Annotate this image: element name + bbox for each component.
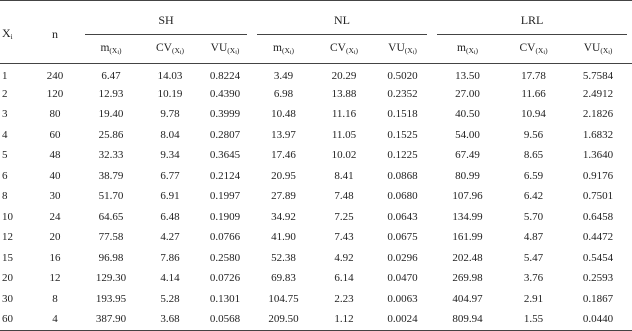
table-cell: 14.03 — [157, 69, 183, 82]
table-cell: 30 — [2, 292, 13, 305]
table-cell: 9.56 — [523, 128, 544, 141]
table-cell: 2 — [2, 87, 8, 100]
table-cell: 10.02 — [331, 149, 357, 162]
table-cell: 8 — [2, 190, 8, 203]
table-cell: 0.1997 — [209, 190, 241, 203]
table-cell: 2.91 — [523, 292, 544, 305]
table-cell: 32.33 — [98, 149, 124, 162]
table-cell: 0.1301 — [209, 292, 241, 305]
table-cell: 0.1225 — [387, 149, 418, 162]
table-cell: 0.1518 — [387, 108, 418, 121]
table-cell: 40 — [49, 169, 61, 182]
table-cell: 64.65 — [98, 210, 124, 223]
table-cell: 120 — [46, 87, 64, 100]
xi-header: $X_i$ — [0, 1, 30, 64]
table-cell: 13.88 — [331, 87, 357, 100]
table-cell: 24 — [49, 210, 61, 223]
table-row — [0, 105, 632, 126]
table-cell: 6.42 — [523, 190, 544, 203]
table-cell: 4.27 — [160, 231, 180, 244]
table-cell: 9.78 — [160, 108, 180, 121]
table-cell: 0.4390 — [209, 87, 241, 100]
table-cell: 54.00 — [455, 128, 480, 141]
table-cell: 20 — [2, 272, 13, 285]
table-cell: 0.2352 — [387, 87, 418, 100]
table-cell: 38.79 — [98, 169, 124, 182]
table-cell: 12.93 — [98, 87, 124, 100]
table-cell: 11.16 — [331, 108, 357, 121]
table-cell: 0.0440 — [564, 310, 632, 331]
table-cell: 2.4912 — [582, 87, 614, 100]
table-cell: 3.76 — [523, 272, 544, 285]
table-cell: 0.1867 — [582, 292, 614, 305]
table-cell: 6.98 — [273, 87, 294, 100]
table-cell: 129.30 — [95, 272, 127, 285]
table-cell: 12 — [2, 231, 13, 244]
table-cell: 10.94 — [521, 108, 546, 121]
table-row — [0, 64, 632, 85]
table-cell: 41.90 — [271, 231, 296, 244]
table-cell: 240 — [46, 69, 64, 82]
table-cell: 6.48 — [160, 210, 180, 223]
table-cell: 17.46 — [271, 149, 296, 162]
table-cell: 0.2580 — [209, 251, 241, 264]
table-row — [0, 187, 632, 208]
col-header-cv: $CV_{(X_i)}$ — [315, 35, 373, 64]
table-cell: 7.25 — [334, 210, 354, 223]
table-cell: 0.4472 — [582, 231, 614, 244]
table-cell: 0.5454 — [582, 251, 614, 264]
table-cell: 0.8224 — [209, 69, 241, 82]
table-cell: 7.86 — [160, 251, 180, 264]
col-header-cv: $CV_{(X_i)}$ — [503, 35, 564, 64]
table-cell: 2.1826 — [582, 108, 614, 121]
table-cell: 6.47 — [101, 69, 121, 82]
table-cell: 0.0024 — [373, 310, 432, 331]
table-cell: 387.90 — [80, 310, 142, 331]
table-cell: 0.0568 — [198, 310, 252, 331]
table-cell: 48 — [49, 149, 61, 162]
table-cell: 10.48 — [271, 108, 296, 121]
table-cell: 0.0726 — [209, 272, 241, 285]
table-cell: 134.99 — [452, 210, 483, 223]
table-cell: 8 — [52, 292, 58, 305]
table-cell: 1.6832 — [582, 128, 614, 141]
table-cell: 6.59 — [523, 169, 544, 182]
table-cell: 161.99 — [452, 231, 483, 244]
table-cell: 202.48 — [452, 251, 483, 264]
table-cell: 6.91 — [160, 190, 180, 203]
table-cell: 0.0296 — [387, 251, 418, 264]
table-cell: 193.95 — [95, 292, 127, 305]
table-cell: 3.68 — [142, 310, 198, 331]
table-cell: 404.97 — [452, 292, 483, 305]
n-header: n — [30, 1, 80, 64]
table-cell: 0.3999 — [209, 108, 241, 121]
table-cell: 27.00 — [455, 87, 480, 100]
group-header-lrl: LRL — [432, 1, 632, 36]
table-row — [0, 84, 632, 105]
table-row — [0, 146, 632, 167]
table-cell: 67.49 — [455, 149, 480, 162]
table-cell: 10 — [2, 210, 13, 223]
table-cell: 20.29 — [331, 69, 357, 82]
table-cell: 269.98 — [452, 272, 483, 285]
col-header-vu: $VU_{(X_i)}$ — [373, 35, 432, 64]
col-header-m: $m_{(X_i)}$ — [252, 35, 315, 64]
table-cell: 15 — [2, 251, 13, 264]
table-cell: 5.28 — [160, 292, 180, 305]
table-cell: 34.92 — [271, 210, 296, 223]
table-cell: 2.23 — [334, 292, 354, 305]
table-cell: 1.3640 — [582, 149, 614, 162]
table-cell: 11.05 — [331, 128, 357, 141]
table-cell: 1 — [2, 69, 8, 82]
col-header-m: $m_{(X_i)}$ — [80, 35, 142, 64]
table-cell: 77.58 — [98, 231, 124, 244]
table-cell: 8.65 — [523, 149, 544, 162]
table-cell: 25.86 — [98, 128, 124, 141]
table-cell: 60 — [49, 128, 61, 141]
table-cell: 96.98 — [98, 251, 124, 264]
table-row — [0, 248, 632, 269]
table-cell: 0.0766 — [209, 231, 241, 244]
table-cell: 4.87 — [523, 231, 544, 244]
table-cell: 3.49 — [273, 69, 294, 82]
table-row — [0, 289, 632, 310]
table-cell: 19.40 — [98, 108, 124, 121]
table-cell: 20.95 — [271, 169, 296, 182]
table-cell: 107.96 — [452, 190, 483, 203]
table-cell: 11.66 — [521, 87, 546, 100]
table-cell: 0.6458 — [582, 210, 614, 223]
table-cell: 27.89 — [271, 190, 296, 203]
table-row — [0, 310, 632, 331]
table-body — [0, 64, 632, 331]
table-cell: 13.50 — [455, 69, 480, 82]
table-cell: 7.43 — [334, 231, 354, 244]
table-cell: 0.0675 — [387, 231, 418, 244]
table-cell: 51.70 — [98, 190, 124, 203]
table-cell: 3 — [2, 108, 8, 121]
table-cell: 9.34 — [160, 149, 180, 162]
group-header-sh: SH — [80, 1, 252, 36]
table-cell: 1.55 — [503, 310, 564, 331]
table-cell: 0.2593 — [582, 272, 614, 285]
table-cell: 69.83 — [271, 272, 296, 285]
table-cell: 16 — [49, 251, 61, 264]
table-cell: 5.47 — [523, 251, 544, 264]
table-cell: 6 — [2, 169, 8, 182]
table-cell: 60 — [0, 310, 30, 331]
table-cell: 17.78 — [521, 69, 546, 82]
table-cell: 0.0680 — [387, 190, 418, 203]
col-header-m: $m_{(X_i)}$ — [432, 35, 503, 64]
table-cell: 104.75 — [268, 292, 299, 305]
table-cell: 0.7501 — [582, 190, 614, 203]
table-cell: 4.92 — [334, 251, 354, 264]
table-cell: 8.04 — [160, 128, 180, 141]
table-cell: 0.9176 — [582, 169, 614, 182]
table-cell: 80.99 — [455, 169, 480, 182]
table-cell: 6.14 — [334, 272, 354, 285]
table-cell: 0.1909 — [209, 210, 241, 223]
table-cell: 5 — [2, 149, 8, 162]
table-cell: 0.5020 — [387, 69, 418, 82]
col-header-vu: $VU_{(X_i)}$ — [198, 35, 252, 64]
col-header-vu: $VU_{(X_i)}$ — [564, 35, 632, 64]
table-cell: 0.3645 — [209, 149, 241, 162]
table-cell: 1.12 — [315, 310, 373, 331]
table-row — [0, 207, 632, 228]
table-cell: 209.50 — [252, 310, 315, 331]
table-cell: 7.48 — [334, 190, 354, 203]
table-cell: 40.50 — [455, 108, 480, 121]
table-cell: 30 — [49, 190, 61, 203]
table-cell: 0.0470 — [387, 272, 418, 285]
table-cell: 4 — [2, 128, 8, 141]
table-cell: 12 — [49, 272, 61, 285]
table-row — [0, 125, 632, 146]
col-header-cv: $CV_{(X_i)}$ — [142, 35, 198, 64]
table-cell: 20 — [49, 231, 61, 244]
table-cell: 13.97 — [271, 128, 296, 141]
table-cell: 0.0063 — [387, 292, 418, 305]
table-cell: 4 — [30, 310, 80, 331]
table-cell: 0.2124 — [209, 169, 241, 182]
table-cell: 80 — [49, 108, 61, 121]
table-cell: 0.2807 — [209, 128, 241, 141]
table-cell: 0.1525 — [387, 128, 418, 141]
table-cell: 4.14 — [160, 272, 180, 285]
table-cell: 0.0643 — [387, 210, 418, 223]
table-cell: 52.38 — [271, 251, 296, 264]
table-cell: 809.94 — [432, 310, 503, 331]
table-row — [0, 228, 632, 249]
table-cell: 6.77 — [160, 169, 180, 182]
table-cell: 5.70 — [523, 210, 544, 223]
group-header-nl: NL — [252, 1, 432, 36]
table-cell: 5.7584 — [582, 69, 614, 82]
table-cell: 8.41 — [334, 169, 354, 182]
table-row — [0, 166, 632, 187]
table-row — [0, 269, 632, 290]
table-cell: 10.19 — [157, 87, 183, 100]
table-cell: 0.0868 — [387, 169, 418, 182]
